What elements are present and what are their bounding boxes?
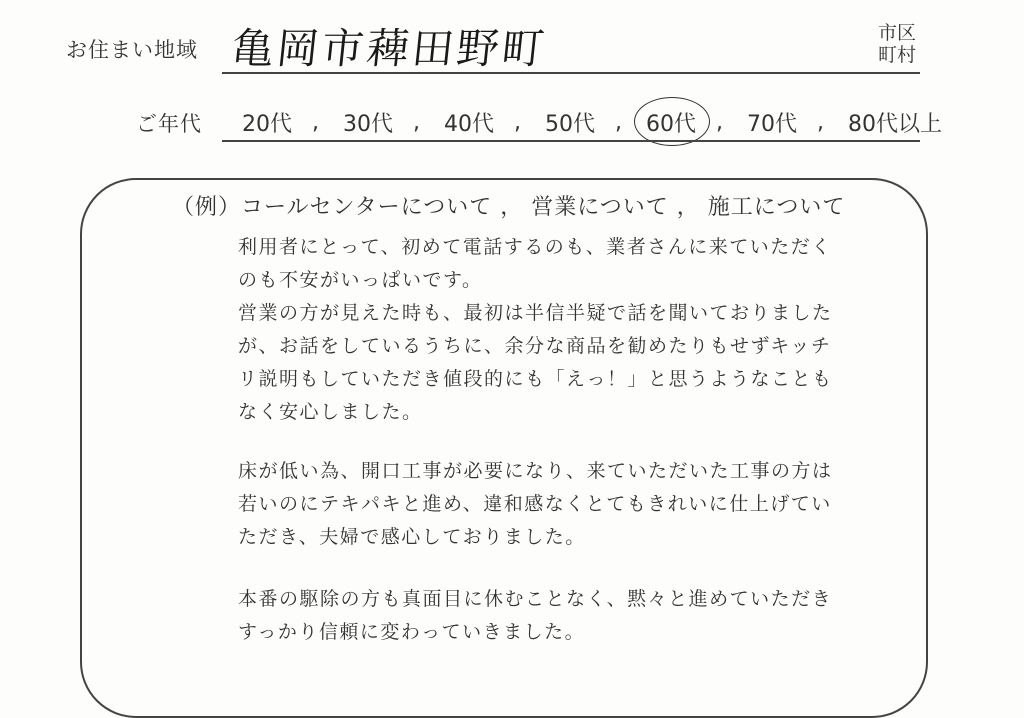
comment-line: なく安心しました。 <box>238 401 423 423</box>
comment-line: すっかり信頼に変わっていきました。 <box>238 621 586 643</box>
age-option-30s[interactable]: 30代 <box>343 111 393 137</box>
age-option-50s[interactable]: 50代 <box>545 111 595 137</box>
age-separator: , <box>312 109 319 135</box>
comment-line: 本番の駆除の方も真面目に休むことなく、黙々と進めていただき <box>238 588 833 610</box>
age-separator: , <box>817 109 824 135</box>
selection-circle <box>634 97 710 146</box>
address-suffix-line1: 市区 <box>878 22 917 44</box>
comment-line: ただき、夫婦で感心しておりました。 <box>238 526 586 548</box>
address-handwritten-value: 亀岡市薭田野町 <box>229 24 550 73</box>
comment-example-heading: （例）コールセンターについて ， 営業について ， 施工について <box>172 195 846 220</box>
age-option-40s[interactable]: 40代 <box>444 111 494 137</box>
age-separator: , <box>716 109 723 135</box>
age-option-20s[interactable]: 20代 <box>242 111 292 137</box>
address-suffix-line2: 町村 <box>878 44 917 66</box>
age-option-60s-selected[interactable]: 60代 <box>644 107 698 138</box>
comment-line: のも不安がいっぱいです。 <box>238 269 483 291</box>
age-options <box>240 106 944 138</box>
age-option-70s[interactable]: 70代 <box>747 111 797 137</box>
comment-line: 営業の方が見えた時も、最初は半信半疑で話を聞いておりました <box>238 302 833 324</box>
age-separator: , <box>514 109 521 135</box>
age-separator: , <box>413 109 420 135</box>
age-underline <box>222 140 920 142</box>
age-option-80s-plus[interactable]: 80代以上 <box>848 111 942 137</box>
comment-line: リ説明もしていただき値段的にも「えっ！」と思うようなことも <box>238 368 833 390</box>
comment-line: 利用者にとって、初めて電話するのも、業者さんに来ていただく <box>238 236 832 258</box>
age-separator: , <box>615 109 622 135</box>
age-label: ご年代 <box>136 112 202 136</box>
address-label: お住まい地域 <box>66 38 198 62</box>
comment-line: 若いのにテキパキと進め、違和感なくとてもきれいに仕上げてい <box>238 493 832 515</box>
address-suffix <box>878 22 916 66</box>
address-underline <box>222 72 920 74</box>
comment-line: が、お話をしているうちに、余分な商品を勧めたりもせずキッチ <box>238 335 832 357</box>
comment-line: 床が低い為、開口工事が必要になり、来ていただいた工事の方は <box>238 460 833 482</box>
